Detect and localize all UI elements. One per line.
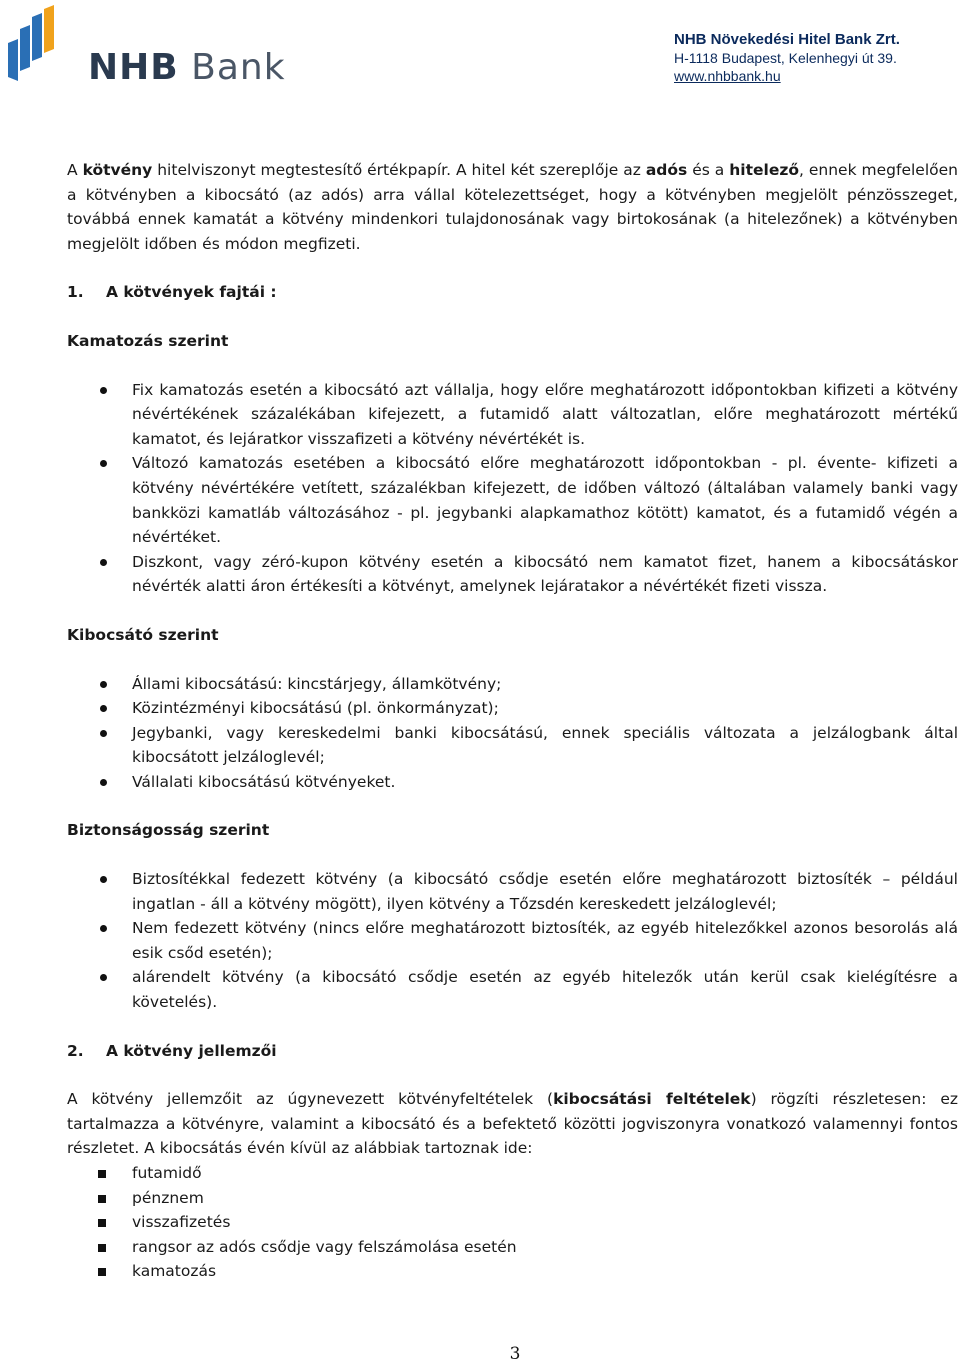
list-item: Fix kamatozás esetén a kibocsátó azt vállalja, hogy előre meghatározott időpontokban kifizeti a kötvény névértékének százalékában kifejezett, a futamidő alatt változatlan, előre meghatározott mértékű kamatot, és lejáratkor visszafizeti a kötvény névértékét is. [67,378,958,452]
list-item: kamatozás [67,1259,958,1284]
group-heading-kamatozas: Kamatozás szerint [67,331,229,350]
list-item: alárendelt kötvény (a kibocsátó csődje esetén az egyéb hitelezők után kerül csak kielégítésre a követelés). [67,965,958,1014]
section-2-text-2: ) rögzíti részletesen: ez tartalmazza a kötvényre, valamint a kibocsátó és a befektető közötti jogviszonyra vonatkozó valamennyi fontos részletet. A kibocsátás évén kívül az alábbiak tartoznak ide: [67,1090,958,1158]
intro-bold-kotveny: kötvény [82,161,153,179]
section-2-heading [67,1039,958,1064]
list-item: Jegybanki, vagy kereskedelmi banki kibocsátású, ennek speciális változata a jelzálogbank által kibocsátott jelzáloglevél; [67,721,958,770]
intro-paragraph [67,158,958,256]
company-info [674,31,954,85]
document-body [67,158,958,1284]
intro-text-2: hitelviszonyt megtestesítő értékpapír. A hitel két szereplője az [152,161,646,179]
list-biztonsagossag [67,867,958,1015]
company-name: NHB Növekedési Hitel Bank Zrt. [674,31,900,48]
section-1-heading [67,280,958,305]
list-kamatozas [67,378,958,599]
list-item: Közintézményi kibocsátású (pl. önkormányzat); [67,696,958,721]
list-item: rangsor az adós csődje vagy felszámolása esetén [67,1235,958,1260]
logo-text-light: Bank [191,47,286,88]
nhb-logo [6,5,286,88]
section-2-paragraph [67,1087,958,1161]
intro-text-1: A [67,161,83,179]
company-url-link[interactable]: www.nhbbank.hu [674,68,781,84]
section-2-bold: kibocsátási feltételek [553,1090,751,1109]
intro-text-3: és a [687,161,730,179]
intro-text-4: , ennek megfelelően a kötvényben a kibocsátó (az adós) arra vállal kötelezettséget, hogy a kötvényben megjelölt pénzösszeget, továbbá ennek kamatát a kötvény mindenkori tulajdonosának vagy birtokosának (a hitelezőnek) a kötvényben megjelölt időben és módon megfizeti. [67,161,958,253]
section-2-text-1: A kötvény jellemzőit az úgynevezett kötvényfeltételek ( [67,1090,554,1109]
list-item: pénznem [67,1186,958,1211]
logo-text-bold: NHB [88,47,179,88]
intro-bold-ados: adós [645,161,688,179]
section-2-title: A kötvény jellemzői [106,1041,277,1060]
list-item: Nem fedezett kötvény (nincs előre meghatározott biztosíték, az egyéb hitelezőkkel azonos besorolás alá esik csőd esetén); [67,916,958,965]
group-heading-kibocsato: Kibocsátó szerint [67,625,219,644]
list-jellemzok [67,1161,958,1284]
company-address: H-1118 Budapest, Kelenhegyi út 39. [674,50,897,66]
list-item: futamidő [67,1161,958,1186]
section-1-title: A kötvények fajtái : [106,283,277,302]
page-number: 3 [509,1344,521,1364]
list-item: Állami kibocsátású: kincstárjegy, államkötvény; [67,672,958,697]
list-item: Vállalati kibocsátású kötvényeket. [67,770,958,795]
logo-wordmark [88,48,286,88]
list-item: Változó kamatozás esetében a kibocsátó előre meghatározott időpontokban - pl. évente- kifizeti a kötvény névértékére vetített, százalékban kifejezett, de időben változó (általában valamely banki vagy bankközi kamatláb változásához - pl. jegybanki alapkamathoz kötött) kamatot, és a futamidő végén a névértéket. [67,451,958,549]
list-item: Biztosítékkal fedezett kötvény (a kibocsátó csődje esetén előre meghatározott biztosíték – például ingatlan - áll a kötvény mögött), ilyen kötvény a Tőzsdén kereskedett jelzáloglevél; [67,867,958,916]
group-heading-biztonsagossag: Biztonságosság szerint [67,821,270,840]
list-item: visszafizetés [67,1210,958,1235]
list-kibocsato [67,672,958,795]
intro-bold-hitelezo: hitelező [729,161,799,179]
logo-bars-icon [6,5,66,83]
section-2-number: 2. [67,1041,84,1060]
section-1-number: 1. [67,283,84,302]
list-item: Diszkont, vagy zéró-kupon kötvény esetén a kibocsátó nem kamatot fizet, hanem a kibocsátáskor névérték alatti áron értékesíti a kötvényt, amelynek lejáratakor a névértékét fizeti vissza. [67,550,958,599]
